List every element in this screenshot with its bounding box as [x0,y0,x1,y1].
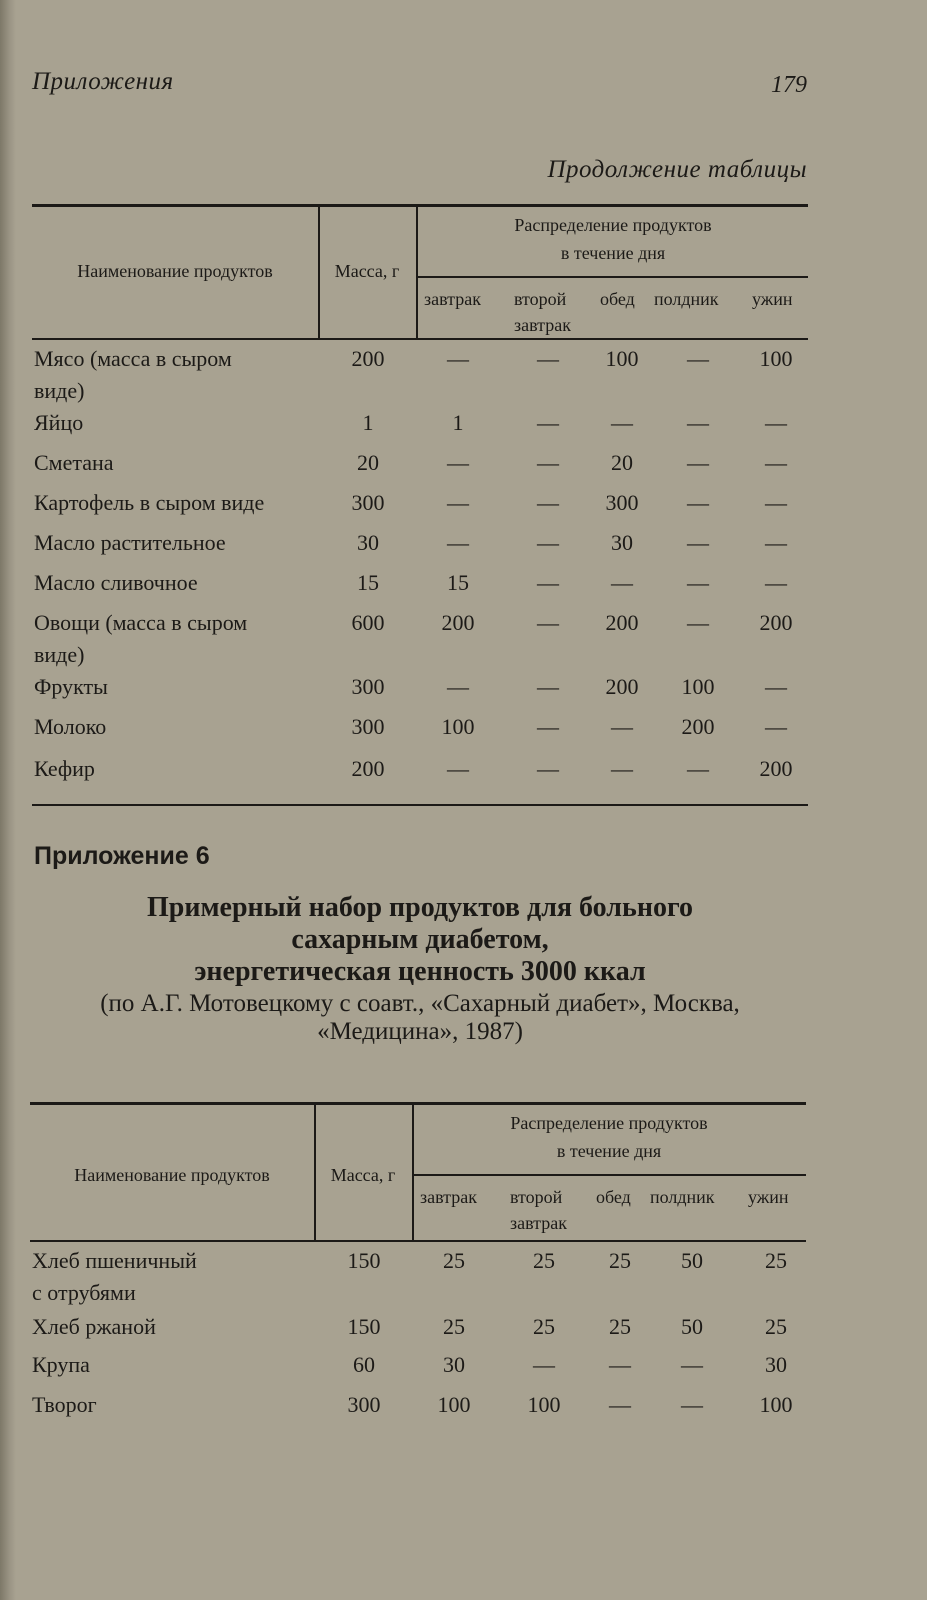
header-distribution: Распределение продуктов [510,1113,708,1133]
snack-value: 50 [681,1248,703,1273]
breakfast-value: 100 [437,1392,471,1417]
table-top-rule [32,204,808,207]
snack-value: — [687,450,709,475]
second-breakfast-value: — [537,610,559,635]
dinner-value: — [765,674,787,699]
header-subrule [416,276,808,278]
dinner-value: 100 [759,1392,793,1417]
lunch-value: 200 [605,674,639,699]
dinner-value: — [765,570,787,595]
products-table-2 [30,1102,806,1432]
snack-value: — [687,530,709,555]
lunch-value: 300 [605,490,639,515]
appendix-title: Примерный набор продуктов для больного [147,892,693,923]
header-mass: Масса, г [334,261,400,281]
mass-value: 1 [362,410,374,435]
second-breakfast-value: — [537,346,559,371]
second-breakfast-value: — [537,530,559,555]
breakfast-value: 15 [447,570,469,595]
mass-value: 600 [351,610,385,635]
snack-value: — [687,346,709,371]
second-breakfast-value: 100 [527,1392,561,1417]
product-name: Масло растительное [34,530,226,555]
mass-value: 200 [351,346,385,371]
dinner-value: 100 [759,346,793,371]
lunch-value: 30 [611,530,633,555]
snack-value: 200 [681,714,715,739]
snack-value: — [687,610,709,635]
appendix-title: сахарным диабетом, [291,924,549,955]
appendix-source: (по А.Г. Мотовецкому с соавт., «Сахарный диабет», Москва, [100,990,740,1017]
product-name: Молоко [34,714,107,739]
header-distribution: Распределение продуктов [514,215,712,235]
second-breakfast-value: — [537,410,559,435]
lunch-value: 20 [611,450,633,475]
header-meal-second-breakfast: второй [514,289,567,309]
snack-value: 100 [681,674,715,699]
lunch-value: — [611,570,633,595]
second-breakfast-value: — [537,450,559,475]
dinner-value: 25 [765,1314,787,1339]
product-name: Картофель в сыром виде [34,490,265,515]
product-name-continued: виде) [34,378,85,403]
lunch-value: — [611,714,633,739]
breakfast-value: 25 [443,1248,465,1273]
product-name: Творог [32,1392,97,1417]
appendix-source: «Медицина», 1987) [317,1018,523,1045]
header-meal-second-breakfast: завтрак [514,315,571,335]
lunch-value: 100 [605,346,639,371]
header-meal-snack: полдник [654,289,719,309]
header-meal-second-breakfast: завтрак [510,1213,567,1233]
header-bottom-rule [30,1240,806,1242]
mass-value: 20 [357,450,379,475]
breakfast-value: — [447,346,469,371]
page-number: 179 [771,72,807,98]
mass-value: 200 [351,756,385,781]
running-header: Приложения [32,68,174,95]
dinner-value: — [765,530,787,555]
header-meal-dinner: ужин [748,1187,789,1207]
snack-value: — [681,1352,703,1377]
header-meal-breakfast: завтрак [424,289,481,309]
dinner-value: 200 [759,756,793,781]
header-meal-second-breakfast: второй [510,1187,563,1207]
product-name: Хлеб ржаной [32,1314,156,1339]
lunch-value: 200 [605,610,639,635]
book-spine-shadow [0,0,16,1600]
snack-value: — [687,490,709,515]
header-mass: Масса, г [330,1165,396,1185]
header-meal-dinner: ужин [752,289,793,309]
second-breakfast-value: — [537,570,559,595]
product-name-continued: с отрубями [32,1280,136,1305]
header-name: Наименование продуктов [74,1165,270,1185]
lunch-value: — [609,1352,631,1377]
dinner-value: — [765,410,787,435]
lunch-value: 25 [609,1248,631,1273]
table-bottom-rule [32,804,808,806]
product-name: Мясо (масса в сыром [34,346,232,371]
mass-value: 15 [357,570,379,595]
header-meal-breakfast: завтрак [420,1187,477,1207]
product-name: Хлеб пшеничный [32,1248,197,1273]
lunch-value: — [611,410,633,435]
snack-value: — [687,756,709,781]
table-top-rule [30,1102,806,1105]
product-name: Яйцо [34,410,84,435]
dinner-value: — [765,490,787,515]
second-breakfast-value: — [537,490,559,515]
products-table-1 [32,204,808,806]
breakfast-value: 200 [441,610,475,635]
product-name: Сметана [34,450,114,475]
breakfast-value: — [447,756,469,781]
breakfast-value: — [447,450,469,475]
breakfast-value: — [447,674,469,699]
mass-value: 300 [351,490,385,515]
second-breakfast-value: — [533,1352,555,1377]
lunch-value: — [611,756,633,781]
header-meal-lunch: обед [596,1187,631,1207]
breakfast-value: — [447,530,469,555]
dinner-value: 200 [759,610,793,635]
snack-value: — [681,1392,703,1417]
appendix-title: энергетическая ценность 3000 ккал [194,956,646,987]
header-distribution: в течение дня [560,243,666,263]
lunch-value: — [609,1392,631,1417]
mass-value: 300 [351,674,385,699]
header-distribution: в течение дня [556,1141,662,1161]
lunch-value: 25 [609,1314,631,1339]
breakfast-value: — [447,490,469,515]
breakfast-value: 100 [441,714,475,739]
header-meal-snack: полдник [650,1187,715,1207]
snack-value: 50 [681,1314,703,1339]
second-breakfast-value: 25 [533,1314,555,1339]
appendix-label: Приложение 6 [34,842,210,870]
breakfast-value: 25 [443,1314,465,1339]
table-continuation-label: Продолжение таблицы [547,156,807,183]
product-name: Фрукты [34,674,108,699]
breakfast-value: 1 [452,410,464,435]
product-name: Овощи (масса в сыром [34,610,248,635]
header-subrule [412,1174,806,1176]
second-breakfast-value: 25 [533,1248,555,1273]
mass-value: 60 [353,1352,375,1377]
second-breakfast-value: — [537,674,559,699]
dinner-value: — [765,714,787,739]
snack-value: — [687,410,709,435]
mass-value: 300 [347,1392,381,1417]
header-meal-lunch: обед [600,289,635,309]
second-breakfast-value: — [537,756,559,781]
product-name: Масло сливочное [34,570,198,595]
mass-value: 300 [351,714,385,739]
dinner-value: 30 [765,1352,787,1377]
product-name: Крупа [32,1352,90,1377]
dinner-value: 25 [765,1248,787,1273]
breakfast-value: 30 [443,1352,465,1377]
mass-value: 150 [347,1248,381,1273]
header-name: Наименование продуктов [77,261,273,281]
product-name-continued: виде) [34,642,85,667]
product-name: Кефир [34,756,95,781]
header-bottom-rule [32,338,808,340]
snack-value: — [687,570,709,595]
mass-value: 150 [347,1314,381,1339]
dinner-value: — [765,450,787,475]
second-breakfast-value: — [537,714,559,739]
mass-value: 30 [357,530,379,555]
